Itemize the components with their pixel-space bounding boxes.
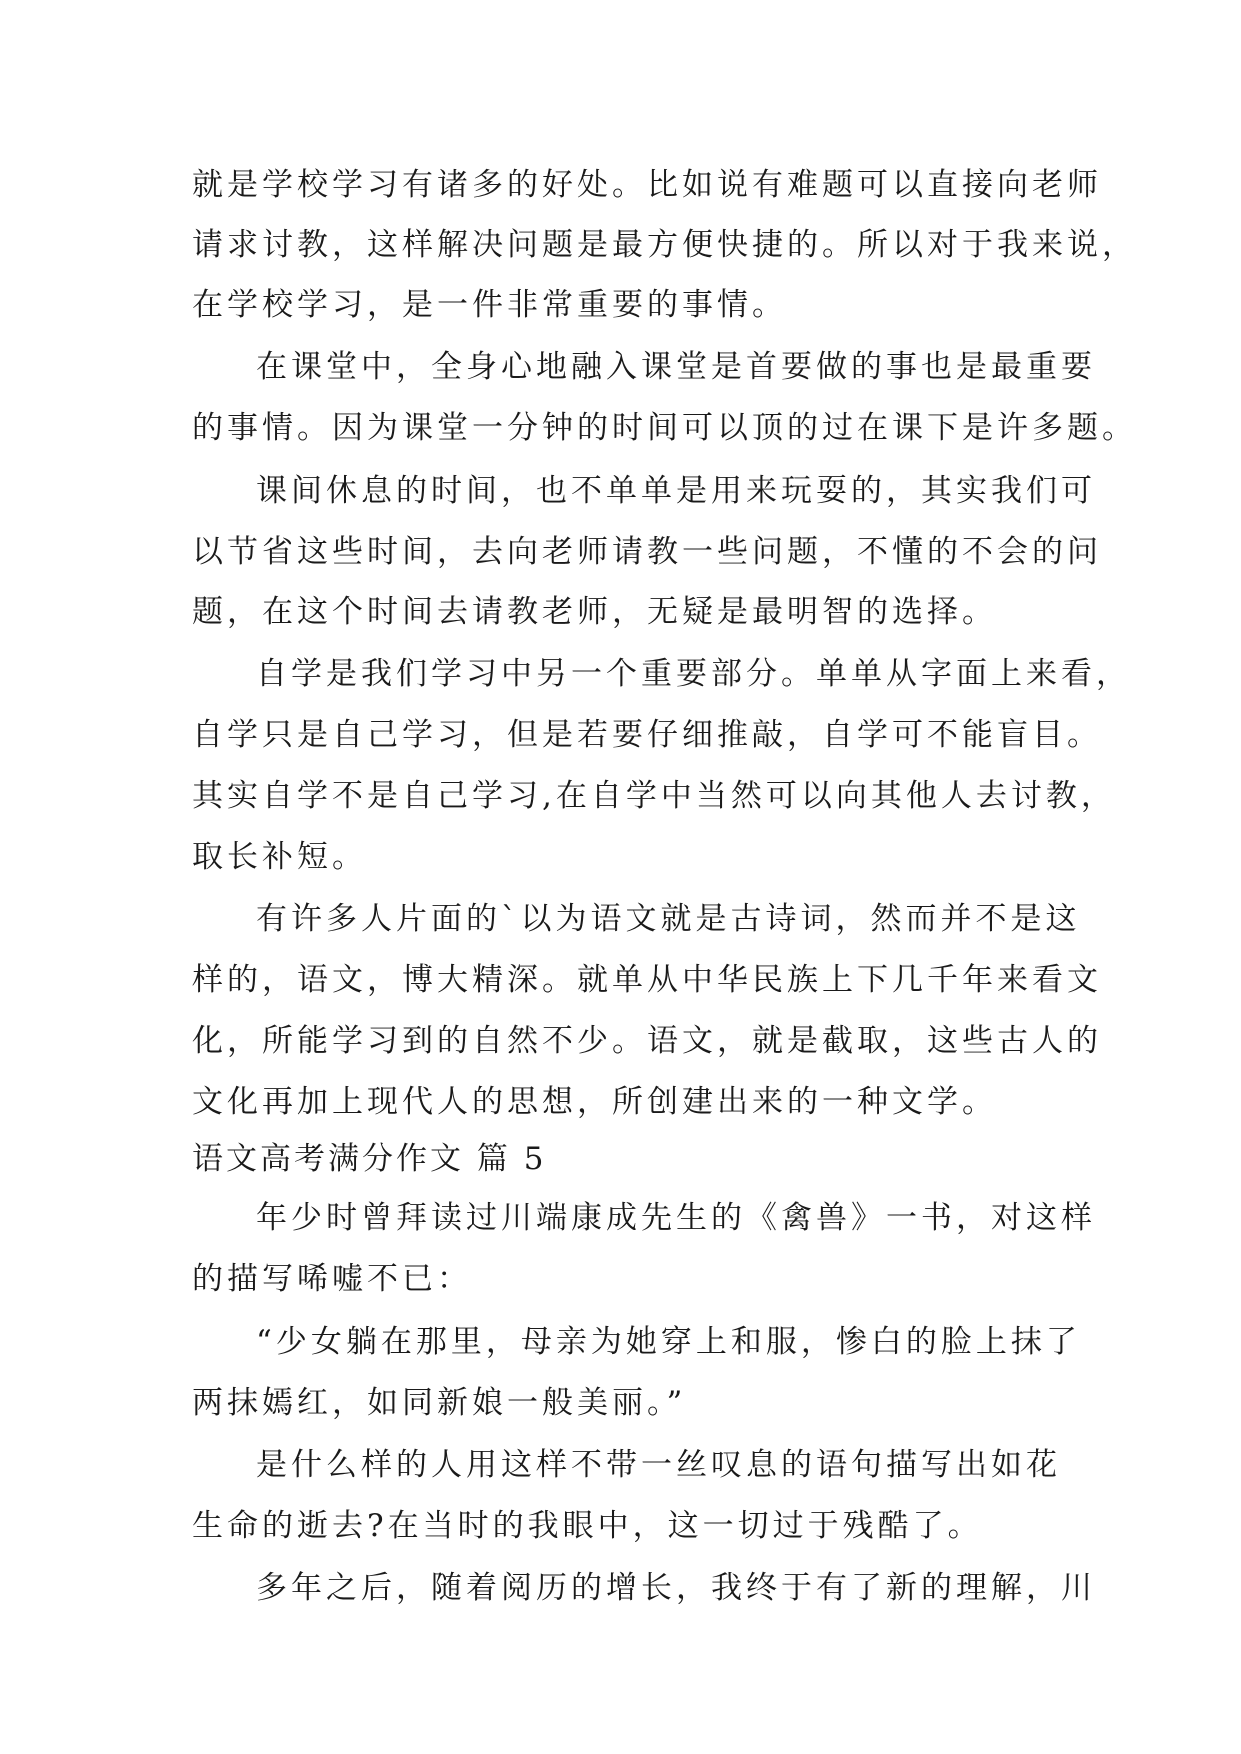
text-line: 两抹嫣红，如同新娘一般美丽。” [192,1385,687,1421]
text-line: 化，所能学习到的自然不少。语文，就是截取，这些古人的 [192,1023,1102,1059]
paragraph-first-line: 年少时曾拜读过川端康成先生的《禽兽》一书，对这样 [256,1200,1096,1236]
text-line: 的描写唏嘘不已： [192,1261,472,1297]
text-line: 样的，语文，博大精深。就单从中华民族上下几千年来看文 [192,962,1102,998]
paragraph-first-line: 多年之后，随着阅历的增长，我终于有了新的理解，川 [256,1570,1096,1606]
text-line: 文化再加上现代人的思想，所创建出来的一种文学。 [192,1084,997,1120]
paragraph-first-line: 课间休息的时间，也不单单是用来玩耍的，其实我们可 [256,473,1096,509]
text-line: 的事情。因为课堂一分钟的时间可以顶的过在课下是许多题。 [192,410,1137,446]
text-line: 生命的逝去?在当时的我眼中，这一切过于残酷了。 [192,1508,983,1544]
text-line: 其实自学不是自己学习,在自学中当然可以向其他人去讨教， [192,778,1116,814]
text-line: 题，在这个时间去请教老师，无疑是最明智的选择。 [192,594,997,630]
paragraph-first-line: “少女躺在那里，母亲为她穿上和服，惨白的脸上抹了 [256,1324,1081,1360]
text-line: 请求讨教，这样解决问题是最方便快捷的。所以对于我来说， [192,227,1137,263]
text-line: 就是学校学习有诸多的好处。比如说有难题可以直接向老师 [192,167,1102,203]
text-line: 自学只是自己学习，但是若要仔细推敲，自学可不能盲目。 [192,717,1102,753]
text-line: 在学校学习，是一件非常重要的事情。 [192,287,787,323]
text-line: 取长补短。 [192,839,367,875]
text-line: 以节省这些时间，去向老师请教一些问题，不懂的不会的问 [192,534,1102,570]
paragraph-first-line: 自学是我们学习中另一个重要部分。单单从字面上来看， [256,656,1131,692]
paragraph-first-line: 在课堂中，全身心地融入课堂是首要做的事也是最重要 [256,349,1096,385]
paragraph-first-line: 是什么样的人用这样不带一丝叹息的语句描写出如花 [256,1447,1061,1483]
section-heading: 语文高考满分作文 篇 5 [192,1141,547,1177]
paragraph-first-line: 有许多人片面的`以为语文就是古诗词，然而并不是这 [256,901,1081,937]
